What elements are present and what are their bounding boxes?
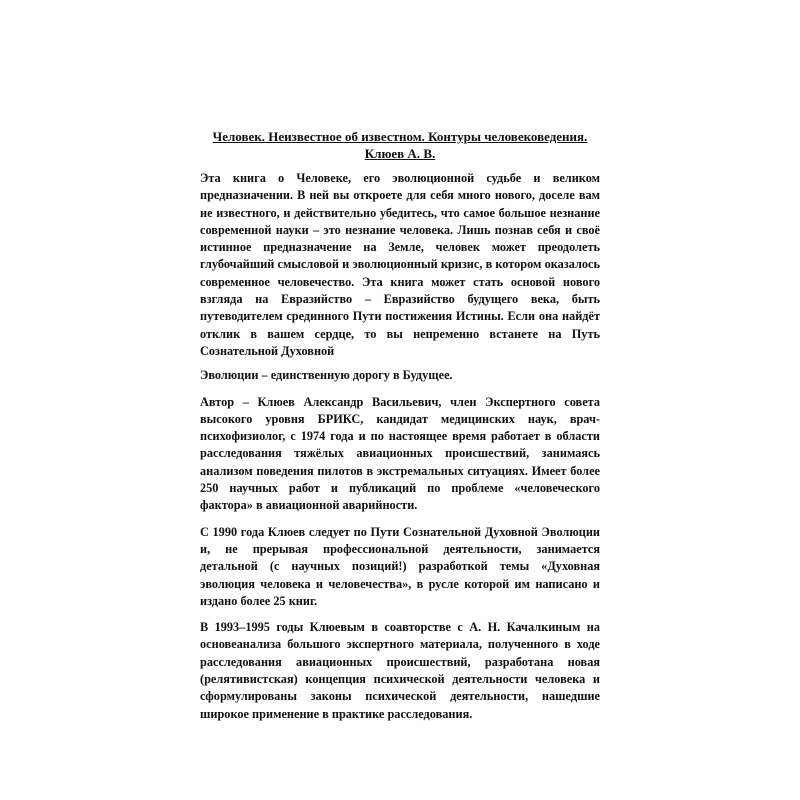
paragraph-author-bio: Автор – Клюев Александр Васильевич, член Экспертного совета высокого уровня БРИКС, кандидат медицинских наук, врач-психофизиолог, с 1974 года и по настоящее время работает в области расследования тяжёлых авиационных происшествий, занимаясь анализом поведения пилотов в экстремальных ситуациях. Имеет более 250 научных работ и публикаций по проблеме «человеческого фактора» в авиационной аварийности. bbox=[200, 394, 600, 513]
paragraph-book-description: Эта книга о Человеке, его эволюционной судьбе и великом предназначении. В ней вы откроете для себя много нового, доселе вам не известного, и действительно убедитесь, что самое большое незнание современной науки – это незнание человека. Лишь познав себя и своё истинное предназначение на Земле, человек может преодолеть глубочайший смысловой и эволюционный кризис, в котором оказалось современное человечество. Эта книга может стать основой нового взгляда на Евразийство – Евразийство будущего века, быть путеводителем срединного Пути постижения Истины. Если она найдёт отклик в вашем сердце, то вы непременно встанете на Путь Сознательной Духовной bbox=[200, 171, 600, 358]
paragraph-concept: В 1993–1995 годы Клюевым в соавторстве с А. Н. Качалкиным на основеанализа большого экспертного материала, полученного в ходе расследования авиационных происшествий, разработана новая (релятивистская) концепция психической деятельности человека и сформулированы законы психической деятельности, нашедшие широкое применение в практике расследования. bbox=[200, 620, 600, 721]
paragraph-spiritual-path: С 1990 года Клюев следует по Пути Сознательной Духовной Эволюции и, не прерывая профессиональной деятельности, занимается детальной (с научных позиций!) разработкой темы «Духовная эволюция человека и человечества», в русле которой им написано и издано более 25 книг. bbox=[200, 524, 600, 608]
document-title: Человек. Неизвестное об известном. Контуры человековедения. Клюев А. В. bbox=[212, 129, 588, 161]
paragraph-evolution-line: Эволюции – единственную дорогу в Будущее. bbox=[200, 368, 453, 383]
document-page bbox=[200, 128, 600, 732]
